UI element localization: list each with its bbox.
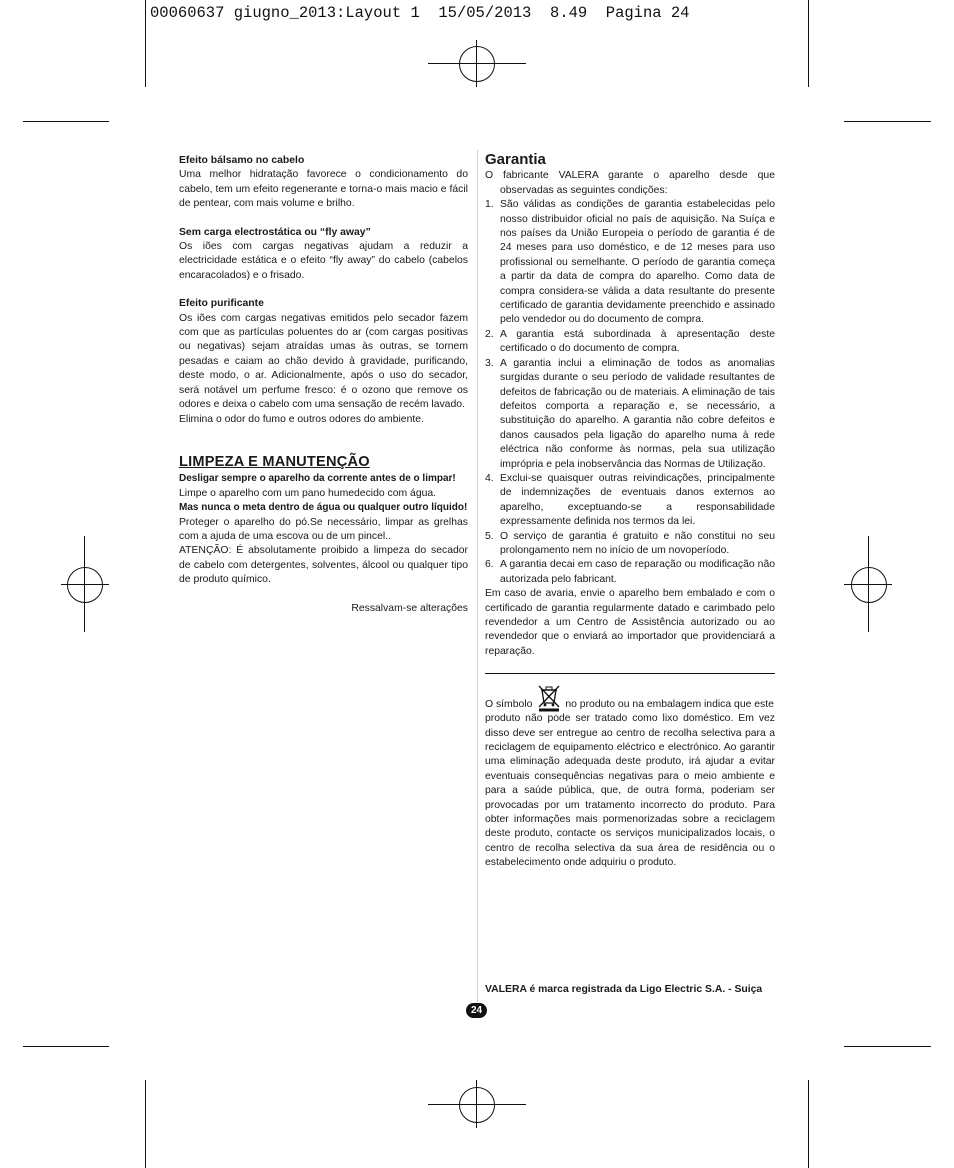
list-item: 1. São válidas as condições de garantia estabelecidas pelo nosso distribuidor oficial no país de aquisição. Na Suíça e nos países da União Europeia o período de garantia é de 24 meses para uso doméstico, e de 12 meses para uso profissional ou semelhante. O período de garantia começa a partir da data de compra do aparelho. Como data de compra considera-se válida a data resultante do presente certificado de garantia devidamente preenchido e assinado pelo vendedor ou do documento de compra. (485, 199, 775, 326)
heading-purifying-effect: Efeito purificante (179, 298, 264, 310)
paragraph-attention: ATENÇÃO: É absolutamente proibido a limpeza do secador de cabelo com detergentes, solventes, álcool ou qualquer tipo de produto químico. (179, 545, 468, 586)
paragraph-no-static: Os iões com cargas negativas ajudam a reduzir a electricidade estática e o efeito “fly away” do cabelo (cabelos encaracolados) e o frisado. (179, 241, 468, 281)
list-item: 6. A garantia decai em caso de reparação ou modificação não autorizada pelo fabricant. (485, 559, 775, 585)
paragraph-weee: produto não pode ser tratado como lixo doméstico. Em vez disso deve ser entregue ao centro de recolha selectiva para a reciclagem de equipamento eléctrico e electrónico. Ao garantir uma eliminação adequada deste produto, irá ajudar a evitar eventuais consequências negativas para o meio ambiente e para a saúde pública, que, de outra forma, poderiam ser provocadas por um tratamento incorrecto do produto. Para obter informações mais pormenorizadas sobre a reciclagem deste produto, contacte os serviços municipalizados locais, o centro de recolha selectiva da sua área de residência ou o estabelecimento onde adquiriu o produto. (485, 713, 775, 869)
left-column (179, 154, 468, 616)
paragraph-odor: Elimina o odor do fumo e outros odores do ambiente. (179, 413, 424, 425)
paragraph-dust: Proteger o aparelho do pó.Se necessário, limpar as grelhas com a ajuda de uma escova ou de um pincel.. (179, 516, 468, 542)
heading-cleaning: LIMPEZA E MANUTENÇÃO (179, 453, 370, 470)
paragraph-purifying-effect: Os iões com cargas negativas emitidos pelo secador fazem com que as partículas poluentes do ar (com cargas positivas ou negativas) sejam atraídas umas às outras, se tornem pesadas e caiam ao chão devido à gravidade, purificando, deste modo, o ar. Adicionalmente, após o uso do secador, será notável um perfume fresco: é o ozono que remove os odores e deixa o cabelo com uma sensação de recém lavado. (179, 312, 468, 411)
crop-mark-tr-v (808, 0, 809, 87)
weee-text-before: O símbolo (485, 698, 533, 710)
divider-rule (485, 673, 775, 674)
warning-no-water: Mas nunca o meta dentro de água ou qualquer outro líquido! (179, 502, 468, 514)
crop-mark-tl-h (23, 121, 109, 122)
crop-mark-br-h (844, 1046, 931, 1047)
paragraph-damage: Em caso de avaria, envie o aparelho bem embalado e com o certificado de garantia regularmente datado e carimbado pelo revendedor a um Centro de Assistência autorizado ou ao revendedor que o enviará ao importador que providenciará a reparação. (485, 588, 775, 657)
paragraph-clean-cloth: Limpe o aparelho com um pano humedecido com água. (179, 487, 437, 499)
changes-note: Ressalvam-se alterações (351, 602, 468, 614)
brand-footer: VALERA é marca registrada da Ligo Electric S.A. - Suiça (485, 984, 763, 995)
weee-line (485, 684, 775, 712)
paragraph-balsam-effect: Uma melhor hidratação favorece o condicionamento do cabelo, tem um efeito regenerante e torna-o mais macio e fácil de pentear, com mais volume e brilho. (179, 169, 468, 210)
right-column (485, 153, 775, 871)
heading-no-static: Sem carga electrostática ou “fly away” (179, 226, 371, 238)
paragraph-warranty-intro: O fabricante VALERA garante o aparelho desde que observadas as seguintes condições: (485, 170, 775, 196)
heading-warranty: Garantia (485, 151, 546, 168)
heading-balsam-effect: Efeito bálsamo no cabelo (179, 155, 305, 166)
warranty-conditions-list (485, 198, 775, 587)
crop-mark-tr-h (844, 121, 931, 122)
list-item: 2. A garantia está subordinada à apresentação deste certificado o do documento de compra. (485, 328, 775, 355)
warning-unplug: Desligar sempre o aparelho da corrente antes de o limpar! (179, 473, 456, 485)
crop-mark-bl-v (145, 1080, 146, 1168)
list-item: 5. O serviço de garantia é gratuito e não constitui no seu prolongamento nem no início de um novoperíodo. (485, 530, 775, 556)
column-divider (477, 150, 478, 1005)
crop-mark-bl-h (23, 1046, 109, 1047)
list-item: 3. A garantia inclui a eliminação de todos as anomalias surgidas durante o seu período de validade resultantes de defeitos de fabricação ou de materiais. A eliminação de tais defeitos comporta a reparação e, se necessário, a substituição do aparelho. A garantia não cobre defeitos e danos causados pela ligação do aparelho numa à rede eléctrica não conforme às normas, pela sua utilização imprópria e pela inobservância das Normas de Utilização. (485, 357, 775, 470)
crossed-bin-icon (536, 684, 562, 712)
list-item: 4. Exclui-se quaisquer outras reivindicações, principalmente de indemnizações de eventuais danos externos ao aparelho, exceptuando-se a responsabilidade expressamente definida nos termos da lei. (485, 472, 775, 528)
weee-text-after: no produto ou na embalagem indica que este (565, 698, 774, 710)
crop-mark-tl-v (145, 0, 146, 87)
crop-mark-br-v (808, 1080, 809, 1168)
print-slug: 00060637 giugno_2013:Layout 1 15/05/2013 8.49 Pagina 24 (150, 4, 690, 22)
page-number-badge: 24 (466, 1003, 487, 1018)
